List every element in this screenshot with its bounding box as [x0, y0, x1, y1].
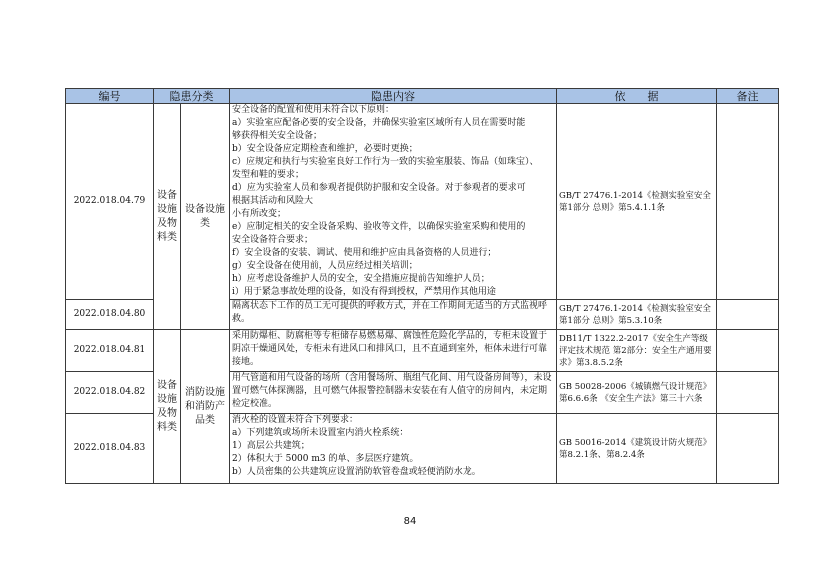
content-line: h）应考虑设备维护人员的安全，安全措施应提前告知维护人员；	[232, 274, 490, 284]
content-line: 2）体积大于 5000 m3 的单、多层医疗建筑。	[232, 454, 419, 464]
basis: GB 50016-2014《建筑设计防火规范》第8.2.1条、第8.2.4条	[557, 414, 717, 484]
content-line: 用气管道和用气设备的场所（含用餐场所、瓶组气化间、用气设备房间等），未设置可燃气体探测器，且可燃气体报警控制器未安装在有人值守的房间内，未定期检定校准。	[232, 373, 552, 409]
content-line: 采用防爆柜、防腐柜等专柜储存易燃易爆、腐蚀性危险化学品的，专柜未设置于阴凉干燥通风处，专柜未有进风口和排风口，且不直通到室外，柜体未进行可靠接地。	[232, 331, 548, 367]
content-line: f）安全设备的安装、调试、使用和维护应由具备资格的人员进行；	[232, 248, 497, 258]
content-line: 根据其活动和风险大	[232, 196, 314, 206]
category-level-2: 消防设施和消防产品类	[181, 330, 230, 484]
category-level-1: 设备设施及物料类	[154, 330, 181, 484]
content-line: a）实验室应配备必要的安全设备，并确保实验室区域所有人员在需要时能	[232, 118, 526, 128]
basis: GB/T 27476.1-2014《检测实验室安全 第1部分 总则》第5.3.10条	[557, 300, 717, 330]
hazard-content	[230, 372, 557, 414]
content-line: g）安全设备在使用前，人员应经过相关培训；	[232, 261, 418, 271]
header-remark: 备注	[717, 89, 779, 104]
content-line: b）人员密集的公共建筑应设置消防软管卷盘或轻便消防水龙。	[232, 467, 481, 477]
header-content: 隐患内容	[230, 89, 557, 104]
content-line: 隔离状态下工作的员工无可提供的呼救方式，并在工作期间无适当的方式监视呼救。	[232, 301, 548, 324]
table-row	[66, 330, 779, 372]
row-code: 2022.018.04.80	[66, 300, 154, 330]
remark	[717, 300, 779, 330]
content-line: 安全设备符合要求；	[232, 235, 314, 245]
hazard-content	[230, 300, 557, 330]
hazard-content	[230, 330, 557, 372]
header-basis: 依 据	[557, 89, 717, 104]
basis: DB11/T 1322.2-2017《安全生产等级评定技术规范 第2部分：安全生产通用要求》第3.8.5.2条	[557, 330, 717, 372]
content-line: a）下列建筑或场所未设置室内消火栓系统：	[232, 428, 409, 438]
content-line: 小有所改变；	[232, 209, 287, 219]
row-code: 2022.018.04.83	[66, 414, 154, 484]
hazard-content	[230, 414, 557, 484]
basis: GB/T 27476.1-2014《检测实验室安全 第1部分 总则》第5.4.1.1条	[557, 104, 717, 300]
basis: GB 50028-2006《城镇燃气设计规范》第6.6.6条 《安全生产法》第三十六条	[557, 372, 717, 414]
content-line: d）应为实验室人员和参观者提供防护服和安全设备。对于参观者的要求可	[232, 183, 526, 193]
remark	[717, 104, 779, 300]
content-line: 安全设备的配置和使用未符合以下原则：	[232, 105, 395, 115]
content-line: 够获得相关安全设备；	[232, 131, 323, 141]
table-header-row	[66, 89, 779, 104]
header-code: 编号	[66, 89, 154, 104]
page-number: 84	[403, 516, 417, 527]
category-level-2: 设备设施类	[181, 104, 230, 330]
content-line: i）用于紧急事故处理的设备，如没有得到授权，严禁用作其他用途	[232, 287, 496, 297]
hazard-content	[230, 104, 557, 300]
content-line: c）应规定和执行与实验室良好工作行为一致的实验室服装、饰品（如珠宝）、	[232, 157, 539, 167]
remark	[717, 330, 779, 372]
header-category: 隐患分类	[154, 89, 230, 104]
row-code: 2022.018.04.79	[66, 104, 154, 300]
row-code: 2022.018.04.81	[66, 330, 154, 372]
table-row	[66, 104, 779, 300]
remark	[717, 372, 779, 414]
remark	[717, 414, 779, 484]
category-level-1: 设备设施及物料类	[154, 104, 181, 330]
content-line: 1）高层公共建筑；	[232, 441, 310, 451]
hazard-table	[65, 88, 779, 484]
content-line: e）应制定相关的安全设备采购、验收等文件，以确保实验室采购和使用的	[232, 222, 526, 232]
content-line: b）安全设备应定期检查和维护，必要时更换；	[232, 144, 418, 154]
content-line: 消火栓的设置未符合下列要求：	[232, 415, 359, 425]
row-code: 2022.018.04.82	[66, 372, 154, 414]
content-line: 发型和鞋的要求；	[232, 170, 305, 180]
